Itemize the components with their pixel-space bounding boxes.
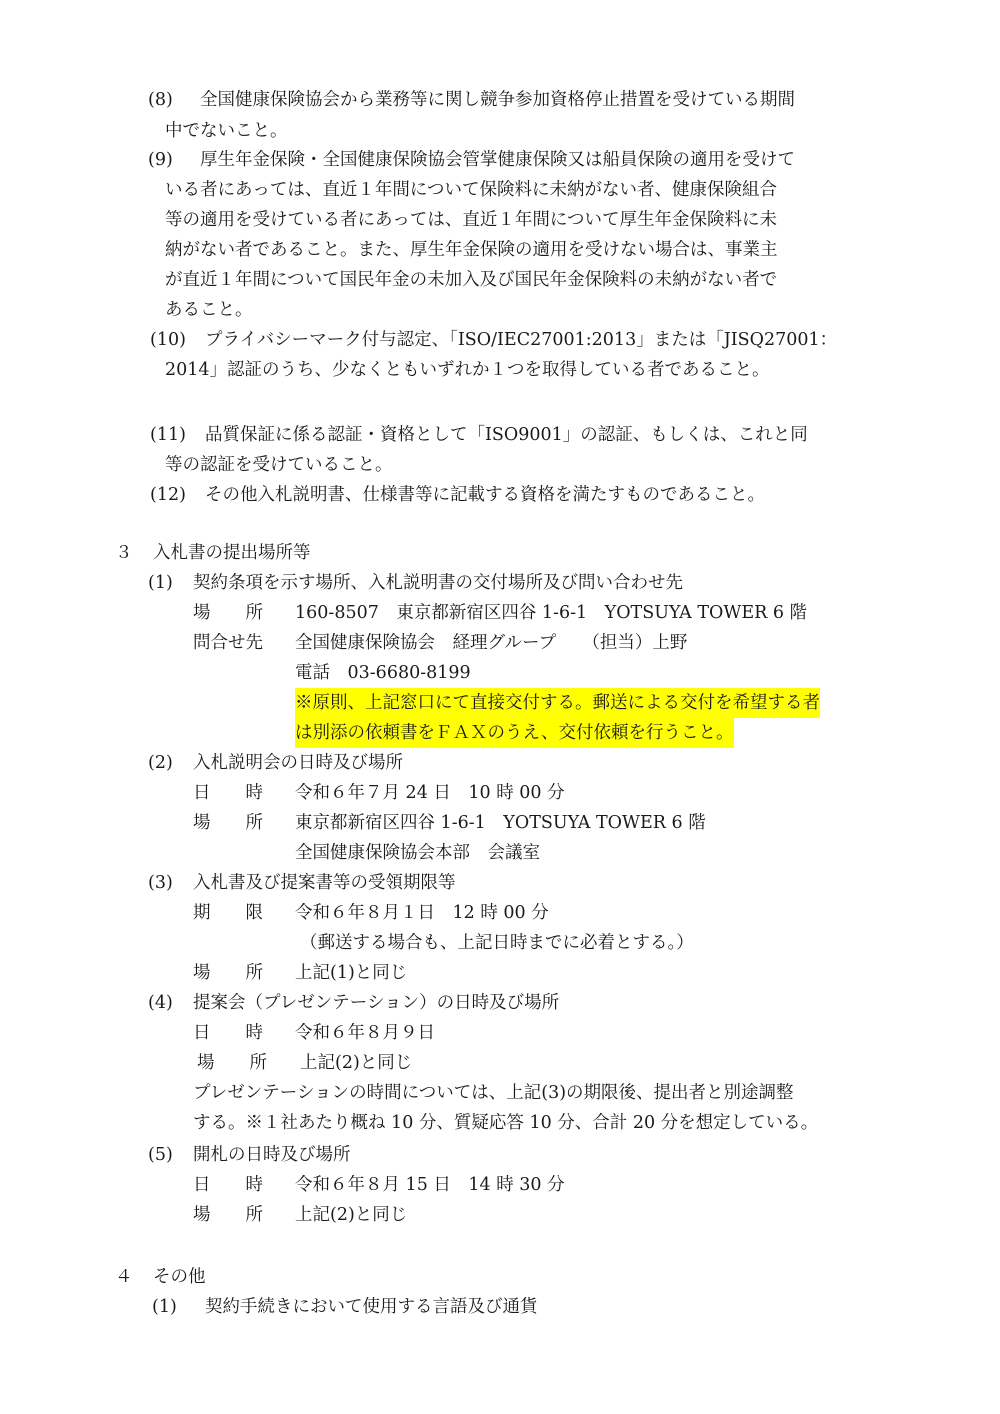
sub-4-number: (4) xyxy=(148,993,173,1013)
place-value: 全国健康保険協会本部 会議室 xyxy=(295,843,540,863)
place-value: 上記(2)と同じ xyxy=(295,1205,408,1225)
item-11-text: 品質保証に係る認証・資格として「ISO9001」の認証、もしくは、これと同 xyxy=(205,425,808,445)
sub-2-title: 入札説明会の日時及び場所 xyxy=(193,753,403,773)
date-label: 日 時 xyxy=(193,783,263,803)
presentation-note: する。※１社あたり概ね 10 分、質疑応答 10 分、合計 20 分を想定している。 xyxy=(193,1113,819,1133)
place-label: 場 所 xyxy=(193,603,263,623)
place-value: 上記(2)と同じ xyxy=(300,1053,413,1073)
place-label: 場 所 xyxy=(193,813,263,833)
section-4-sub-1-title: 契約手続きにおいて使用する言語及び通貨 xyxy=(205,1297,538,1317)
place-label: 場 所 xyxy=(197,1053,267,1073)
item-11-number: (11) xyxy=(150,425,186,445)
item-8-text: 中でないこと。 xyxy=(165,121,288,141)
deadline-note: （郵送する場合も、上記日時までに必着とする。） xyxy=(300,933,694,953)
date-value: 令和６年８月 15 日 14 時 30 分 xyxy=(295,1175,565,1195)
section-3-number: ３ xyxy=(115,543,133,563)
item-9-text: 厚生年金保険・全国健康保険協会管掌健康保険又は船員保険の適用を受けて xyxy=(200,150,795,170)
highlighted-note: ※原則、上記窓口にて直接交付する。郵送による交付を希望する者 xyxy=(295,688,820,718)
sub-1-title: 契約条項を示す場所、入札説明書の交付場所及び問い合わせ先 xyxy=(193,573,683,593)
item-10-text: プライバシーマーク付与認定、「ISO/IEC27001:2013」または「JISQ27001： xyxy=(205,330,838,350)
date-value: 令和６年８月９日 xyxy=(295,1023,435,1043)
contact-value: 全国健康保険協会 経理グループ （担当）上野 xyxy=(295,633,688,653)
sub-3-number: (3) xyxy=(148,873,173,893)
item-10-text: 2014」認証のうち、少なくともいずれか１つを取得している者であること。 xyxy=(165,360,770,380)
section-4-number: ４ xyxy=(115,1267,133,1287)
date-label: 日 時 xyxy=(193,1023,263,1043)
place-value: 160-8507 東京都新宿区四谷 1-6-1 YOTSUYA TOWER 6 階 xyxy=(295,603,808,623)
contact-tel: 電話 03-6680-8199 xyxy=(295,663,471,683)
item-9-text: 納がない者であること。また、厚生年金保険の適用を受けない場合は、事業主 xyxy=(165,240,778,260)
item-9-text: あること。 xyxy=(165,300,253,320)
presentation-note: プレゼンテーションの時間については、上記(3)の期限後、提出者と別途調整 xyxy=(193,1083,794,1103)
date-value: 令和６年７月 24 日 10 時 00 分 xyxy=(295,783,565,803)
sub-1-number: (1) xyxy=(148,573,173,593)
date-label: 日 時 xyxy=(193,1175,263,1195)
deadline-value: 令和６年８月１日 12 時 00 分 xyxy=(295,903,549,923)
section-4-sub-1-number: (1) xyxy=(152,1297,177,1317)
item-9-text: いる者にあっては、直近１年間について保険料に未納がない者、健康保険組合 xyxy=(165,180,777,200)
place-value: 東京都新宿区四谷 1-6-1 YOTSUYA TOWER 6 階 xyxy=(295,813,706,833)
sub-2-number: (2) xyxy=(148,753,173,773)
item-9-text: 等の適用を受けている者にあっては、直近１年間について厚生年金保険料に未 xyxy=(165,210,777,230)
highlighted-note: は別添の依頼書をＦＡＸのうえ、交付依頼を行うこと。 xyxy=(295,718,734,748)
deadline-label: 期 限 xyxy=(193,903,263,923)
item-8-text: 全国健康保険協会から業務等に関し競争参加資格停止措置を受けている期間 xyxy=(200,90,795,110)
place-label: 場 所 xyxy=(193,1205,263,1225)
item-12-number: (12) xyxy=(150,485,186,505)
sub-4-title: 提案会（プレゼンテーション）の日時及び場所 xyxy=(193,993,560,1013)
item-9-text: が直近１年間について国民年金の未加入及び国民年金保険料の未納がない者で xyxy=(165,270,778,290)
place-label: 場 所 xyxy=(193,963,263,983)
item-9-number: (9) xyxy=(148,150,173,170)
place-value: 上記(1)と同じ xyxy=(295,963,408,983)
sub-5-title: 開札の日時及び場所 xyxy=(193,1145,351,1165)
contact-label: 問合せ先 xyxy=(193,633,263,653)
section-4-title: その他 xyxy=(153,1267,206,1287)
item-11-text: 等の認証を受けていること。 xyxy=(165,455,393,475)
item-12-text: その他入札説明書、仕様書等に記載する資格を満たすものであること。 xyxy=(205,485,765,505)
sub-5-number: (5) xyxy=(148,1145,173,1165)
section-3-title: 入札書の提出場所等 xyxy=(153,543,311,563)
item-10-number: (10) xyxy=(150,330,186,350)
sub-3-title: 入札書及び提案書等の受領期限等 xyxy=(193,873,456,893)
item-8-number: (8) xyxy=(148,90,173,110)
